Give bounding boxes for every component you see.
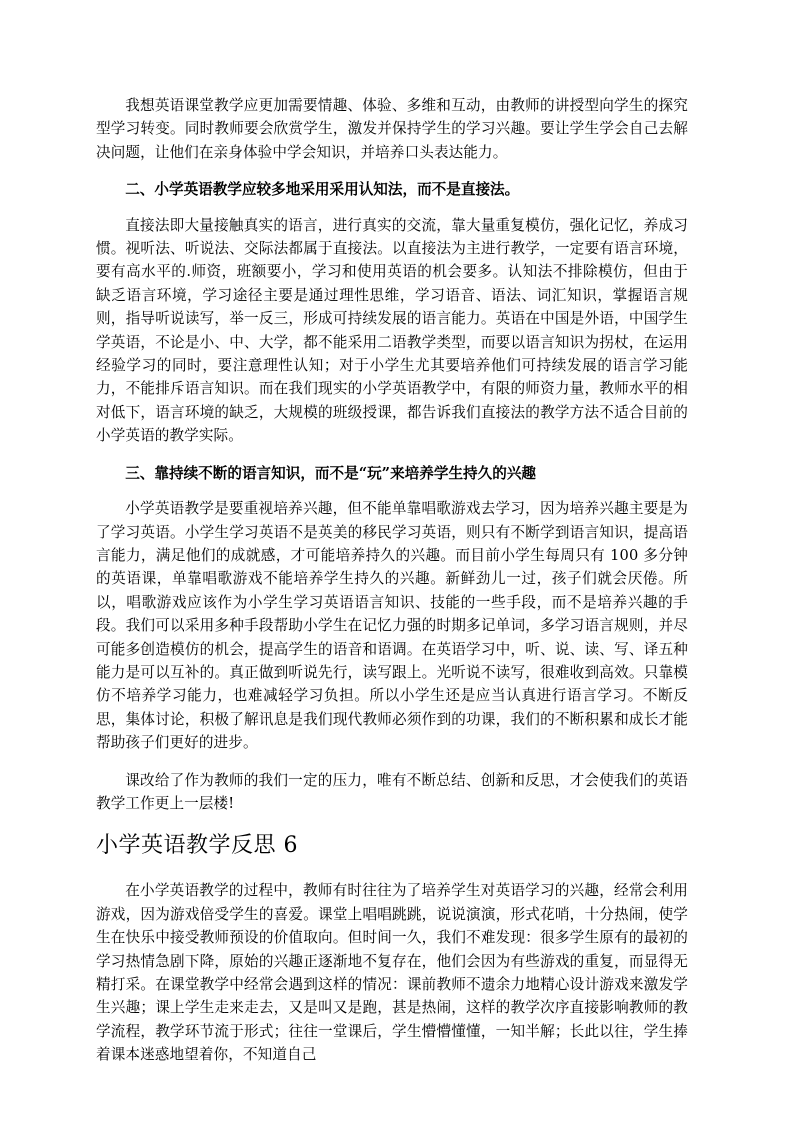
intro-paragraph: 我想英语课堂教学应更加需要情趣、体验、多维和互动，由教师的讲授型向学生的探究型学习转变。同时教师要会欣赏学生，激发并保持学生的学习兴趣。要让学生学会自己去解决问题，让他们在亲身体验中学会知识，并培养口头表达能力。 [96,97,688,161]
section6-paragraph: 在小学英语教学的过程中，教师有时往往为了培养学生对英语学习的兴趣，经常会利用游戏，因为游戏倍受学生的喜爱。课堂上唱唱跳跳，说说演演，形式花哨，十分热闹，使学生在快乐中接受教师预设的价值取向。但时间一久，我们不难发现：很多学生原有的最初的学习热情急剧下降，原始的兴趣正逐渐地不复存在，他们会因为有些游戏的重复，而显得无精打采。在课堂教学中经常会遇到这样的情况：课前教师不遗余力地精心设计游戏来激发学生兴趣；课上学生走来走去，又是叫又是跑，甚是热闹，这样的教学次序直接影响教师的教学流程，教学环节流于形式；往往一堂课后，学生懵懵懂懂，一知半解；长此以往，学生捧着课本迷惑地望着你，不知道自己 [96,882,688,1064]
closing-paragraph: 课改给了作为教师的我们一定的压力，唯有不断总结、创新和反思，才会使我们的英语教学工作更上一层楼! [96,771,688,812]
direct-method-paragraph: 直接法即大量接触真实的语言，进行真实的交流，靠大量重复模仿，强化记忆，养成习惯。视听法、听说法、交际法都属于直接法。以直接法为主进行教学，一定要有语言环境，要有高水平的.师资，班额要小，学习和使用英语的机会要多。认知法不排除模仿，但由于缺乏语言环境，学习途径主要是通过理性思维，学习语音、语法、词汇知识，掌握语言规则，指导听说读写，举一反三，形成可持续发展的语言能力。英语在中国是外语，中国学生学英语，不论是小、中、大学，都不能采用二语教学类型，而要以语言知识为拐杖，在运用经验学习的同时，要注意理性认知；对于小学生尤其要培养他们可持续发展的语言学习能力，不能排斥语言知识。而在我们现实的小学英语教学中，有限的师资力量，教师水平的相对低下，语言环境的缺乏，大规模的班级授课，都告诉我们直接法的教学方法不适合目前的小学英语的教学实际。 [96,216,688,445]
section-heading-2: 二、小学英语教学应较多地采用采用认知法，而不是直接法。 [125,181,520,199]
interest-paragraph: 小学英语教学是要重视培养兴趣，但不能单靠唱歌游戏去学习，因为培养兴趣主要是为了学习英语。小学生学习英语不是英美的移民学习英语，则只有不断学到语言知识，提高语言能力，满足他们的成就感，才可能培养持久的兴趣。而目前小学生每周只有 100 多分钟的英语课，单靠唱歌游戏不能培养学生持久的兴趣。新鲜劲儿一过，孩子们就会厌倦。所以，唱歌游戏应该作为小学生学习英语语言知识、技能的一些手段，而不是培养兴趣的手段。我们可以采用多种手段帮助小学生在记忆力强的时期多记单词，多学习语言规则，并尽可能多创造模仿的机会，提高学生的语音和语调。在英语学习中，听、说、读、写、译五种能力是可以互补的。真正做到听说先行，读写跟上。光听说不读写，很难收到高效。只靠模仿不培养学习能力，也难减轻学习负担。所以小学生还是应当认真进行语言学习。不断反思，集体讨论，积极了解讯息是我们现代教师必须作到的功课，我们的不断积累和成长才能帮助孩子们更好的进步。 [96,500,688,752]
section-heading-3: 三、靠持续不断的语言知识，而不是“玩”来培养学生持久的兴趣 [125,464,537,482]
section-title: 小学英语教学反思 6 [96,833,298,859]
